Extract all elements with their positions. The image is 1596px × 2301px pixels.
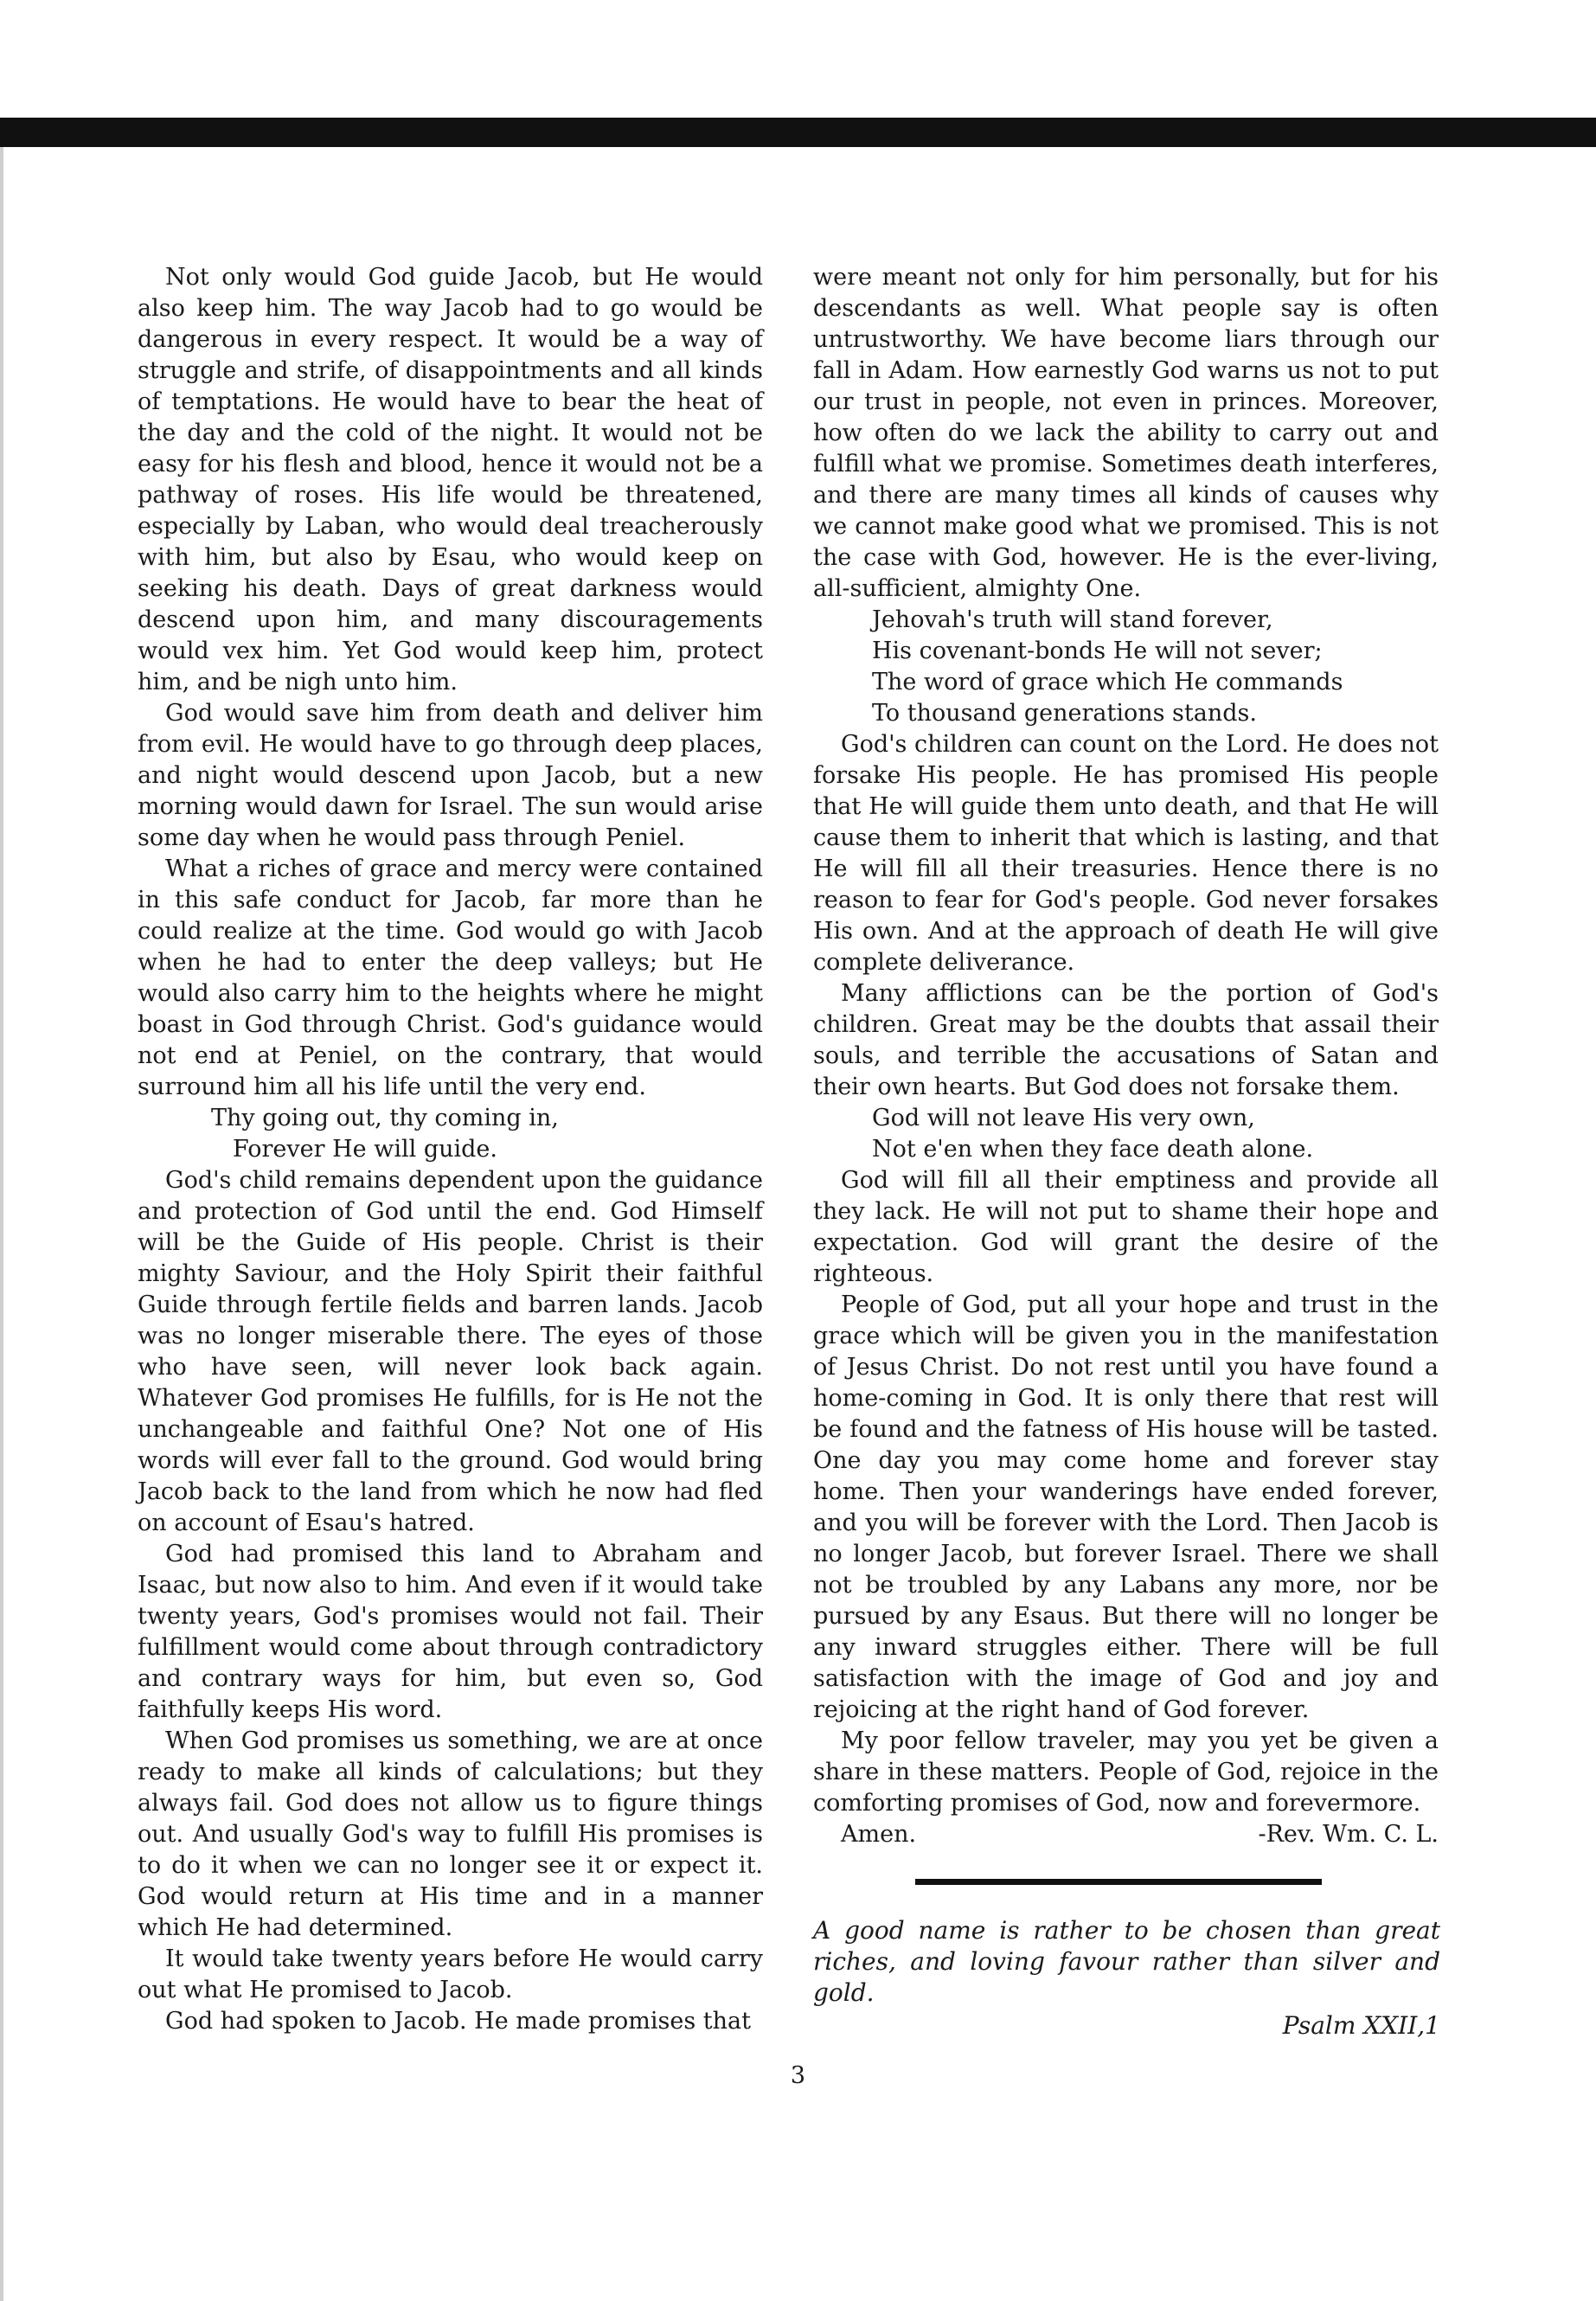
verse-stanza xyxy=(813,605,1439,729)
verse-stanza xyxy=(813,1103,1439,1165)
paragraph: What a riches of grace and mercy were contained in this safe conduct for Jacob, far more than he could realize at the time. God would go with Jacob when he had to enter the deep valleys; but He would also carry him to the heights where he might boast in God through Christ. God's guidance would not end at Peniel, on the contrary, that would surround him all his life until the very end. xyxy=(138,856,763,1100)
paragraph: My poor fellow traveler, may you yet be given a share in these matters. People of God, rejoice in the comforting promises of God, now and forevermore. xyxy=(813,1727,1439,1817)
closing-line xyxy=(813,1819,1439,1850)
scan-left-edge xyxy=(0,147,3,2301)
verse-line: God will not leave His very own, xyxy=(872,1105,1255,1131)
paragraph: God would save him from death and deliver him from evil. He would have to go through deep places, and night would descend upon Jacob, but a new morning would dawn for Israel. The sun would arise some day when he would pass through Peniel. xyxy=(138,700,763,851)
paragraph: God had promised this land to Abraham and Isaac, but now also to him. And even if it would take twenty years, God's promises would not fail. Their fulfillment would come about through contradictory and contrary ways for him, but even so, God faithfully keeps His word. xyxy=(138,1541,763,1723)
verse-line: The word of grace which He commands xyxy=(872,669,1343,695)
scan-top-border xyxy=(0,118,1596,147)
verse-stanza xyxy=(138,1103,763,1165)
divider-rule xyxy=(915,1879,1322,1885)
amen: Amen. xyxy=(841,1821,917,1848)
scripture-reference: Psalm XXII,1 xyxy=(1282,2011,1440,2040)
paragraph: God will fill all their emptiness and provide all they lack. He will not put to shame their hope and expectation. God will grant the desire of the righteous. xyxy=(813,1167,1439,1287)
paragraph: Many afflictions can be the portion of God's children. Great may be the doubts that assail their souls, and terrible the accusations of Satan and their own hearts. But God does not forsake them. xyxy=(813,980,1439,1100)
right-column xyxy=(813,262,1439,1850)
verse-line: His covenant-bonds He will not sever; xyxy=(872,638,1323,664)
paragraph: It would take twenty years before He would carry out what He promised to Jacob. xyxy=(138,1945,763,2003)
verse-line: Thy going out, thy coming in, xyxy=(211,1105,559,1131)
verse-line: To thousand generations stands. xyxy=(872,700,1257,727)
left-column xyxy=(138,262,763,2037)
paragraph: Not only would God guide Jacob, but He would also keep him. The way Jacob had to go would be dangerous in every respect. It would be a way of struggle and strife, of disappointments and all kinds of temptations. He would have to bear the heat of the day and the cold of the night. It would not be easy for his flesh and blood, hence it would not be a pathway of roses. His life would be threatened, especially by Laban, who would deal treacherously with him, but also by Esau, who would keep on seeking his death. Days of great darkness would descend upon him, and many discouragements would vex him. Yet God would keep him, protect him, and be nigh unto him. xyxy=(138,264,763,695)
paragraph: God's child remains dependent upon the guidance and protection of God until the end. God Himself will be the Guide of His people. Christ is their mighty Saviour, and the Holy Spirit their faithful Guide through fertile fields and barren lands. Jacob was no longer miserable there. The eyes of those who have seen, will never look back again. Whatever God promises He fulfills, for is He not the unchangeable and faithful One? Not one of His words will ever fall to the ground. God would bring Jacob back to the land from which he now had fled on account of Esau's hatred. xyxy=(138,1167,763,1536)
paragraph: When God promises us something, we are at once ready to make all kinds of calculations; but they always fail. God does not allow us to figure things out. And usually God's way to fulfill His promises is to do it when we can no longer see it or expect it. God would return at His time and in a manner which He had determined. xyxy=(138,1727,763,1941)
paragraph: God's children can count on the Lord. He does not forsake His people. He has promised His people that He will guide them unto death, and that He will cause them to inherit that which is lasting, and that He will fill all their treasuries. Hence there is no reason to fear for God's people. God never forsakes His own. And at the approach of death He will give complete deliverance. xyxy=(813,731,1439,976)
verse-line: Jehovah's truth will stand forever, xyxy=(872,606,1273,633)
page-number: 3 xyxy=(790,2062,806,2089)
scripture-quote: A good name is rather to be chosen than great riches, and loving favour rather than silver and gold. xyxy=(813,1916,1440,2007)
verse-line: Forever He will guide. xyxy=(233,1136,497,1163)
paragraph: People of God, put all your hope and trust in the grace which will be given you in the manifestation of Jesus Christ. Do not rest until you have found a home-coming in God. It is only there that rest will be found and the fatness of His house will be tasted. One day you may come home and forever stay home. Then your wanderings have ended forever, and you will be forever with the Lord. Then Jacob is no longer Jacob, but forever Israel. There we shall not be troubled by any Labans any more, nor be pursued by any Esaus. But there will no longer be any inward struggles either. There will be full satisfaction with the image of God and joy and rejoicing at the right hand of God forever. xyxy=(813,1292,1439,1723)
verse-line: Not e'en when they face death alone. xyxy=(872,1136,1314,1163)
paragraph: were meant not only for him personally, but for his descendants as well. What people say is often untrustworthy. We have become liars through our fall in Adam. How earnestly God warns us not to put our trust in people, not even in princes. Moreover, how often do we lack the ability to carry out and fulfill what we promise. Sometimes death interferes, and there are many times all kinds of causes why we cannot make good what we promised. This is not the case with God, however. He is the ever-living, all-sufficient, almighty One. xyxy=(813,264,1439,602)
signature: -Rev. Wm. C. L. xyxy=(1258,1821,1439,1848)
paragraph: God had spoken to Jacob. He made promises that xyxy=(165,2008,751,2035)
